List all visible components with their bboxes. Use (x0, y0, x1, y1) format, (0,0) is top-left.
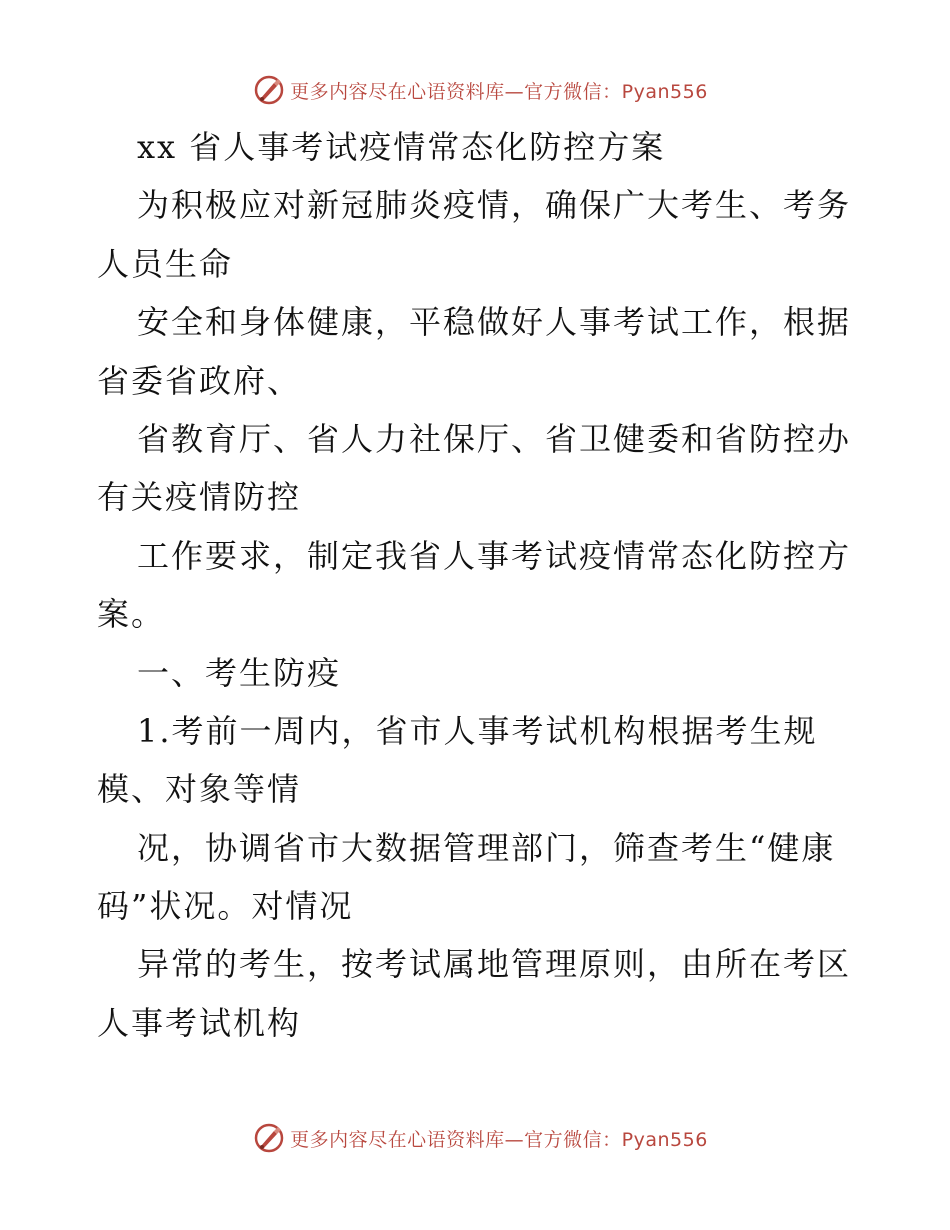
pen-in-circle-icon (252, 1121, 286, 1155)
document-title: xx 省人事考试疫情常态化防控方案 (137, 128, 666, 166)
paragraph-line: 有关疫情防控 (97, 478, 302, 517)
paragraph-line: 省教育厅、省人力社保厅、省卫健委和省防控办 (137, 419, 852, 458)
paragraph-line: 人事考试机构 (97, 1003, 302, 1042)
section-heading: 一、考生防疫 (137, 653, 342, 692)
document-body (97, 118, 857, 1052)
paragraph-line: 安全和身体健康，平稳做好人事考试工作，根据 (137, 303, 852, 342)
header-banner-inner (242, 73, 708, 107)
paragraph-line: 码”状况。对情况 (97, 887, 354, 926)
header-banner (0, 70, 950, 110)
footer-banner (0, 1118, 950, 1158)
footer-banner-text: 更多内容尽在心语资料库—官方微信：Pyan556 (290, 1128, 708, 1151)
paragraph-line: 模、对象等情 (97, 770, 302, 809)
paragraph-line: 1.考前一周内，省市人事考试机构根据考生规 (137, 711, 818, 750)
paragraph-line: 况，协调省市大数据管理部门，筛查考生“健康 (137, 828, 836, 867)
pen-in-circle-icon (252, 73, 286, 107)
paragraph-line: 工作要求，制定我省人事考试疫情常态化防控方 (137, 536, 852, 575)
paragraph-line: 为积极应对新冠肺炎疫情，确保广大考生、考务 (137, 186, 852, 225)
paragraph-line: 异常的考生，按考试属地管理原则，由所在考区 (137, 945, 852, 984)
paragraph-line: 案。 (97, 595, 166, 634)
paragraph-line: 省委省政府、 (97, 361, 302, 400)
footer-banner-inner (242, 1121, 708, 1155)
paragraph-line: 人员生命 (97, 244, 234, 283)
header-banner-text: 更多内容尽在心语资料库—官方微信：Pyan556 (290, 80, 708, 103)
